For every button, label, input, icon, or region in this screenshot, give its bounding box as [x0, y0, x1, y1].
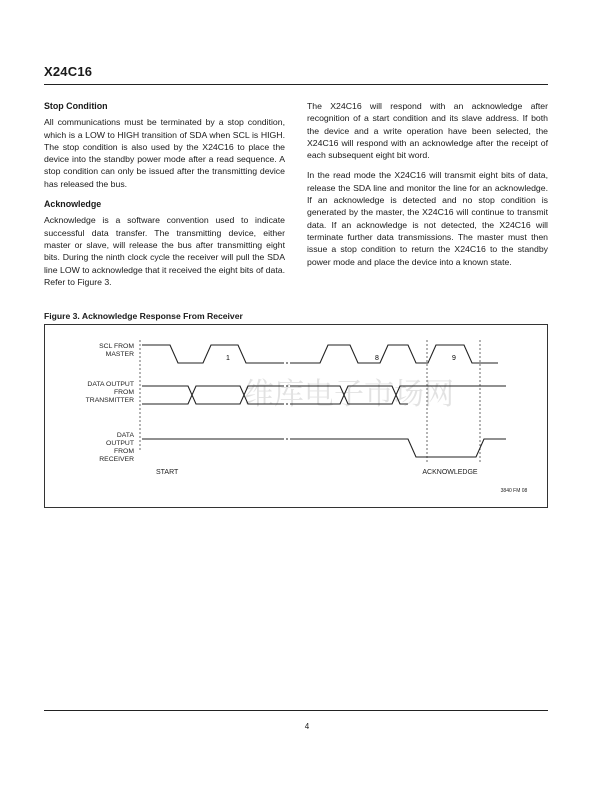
acknowledge-label: ACKNOWLEDGE: [422, 469, 478, 476]
acknowledge-paragraph: Acknowledge is a software convention used to indicate successful data transfer. The transmitting device, either master or slave, will release the bus after transmitting eight bits. During the ninth clock cycle the receiver will pull the SDA line LOW to acknowledge that it received the eight bits of data. Refer to Figure 3.: [44, 215, 285, 287]
transmitter-label-3: TRANSMITTER: [85, 397, 134, 404]
right-column: [307, 100, 548, 276]
stop-condition-heading: Stop Condition: [44, 101, 108, 111]
scl-waveform: [142, 345, 498, 363]
timing-diagram: [44, 324, 548, 508]
clock-label-9: 9: [452, 355, 456, 362]
scl-label-master: MASTER: [105, 351, 134, 358]
acknowledge-response-paragraph: The X24C16 will respond with an acknowledge after recognition of a start condition and its slave address. If both the device and a write operation have been selected, the X24C16 will respond with an acknowledge after the receipt of each subsequent eight bit word.: [307, 101, 548, 161]
transmitter-label-2: FROM: [113, 389, 134, 396]
transmitter-label-1: DATA OUTPUT: [87, 381, 134, 388]
document-title: X24C16: [44, 64, 93, 79]
receiver-label-1: DATA: [116, 432, 134, 439]
receiver-label-2: OUTPUT: [106, 440, 134, 447]
receiver-label-3: FROM: [113, 448, 134, 455]
start-label: START: [156, 469, 179, 476]
figure-code: 3840 FM 08: [500, 488, 528, 494]
footer-rule: [44, 710, 548, 711]
clock-label-8: 8: [375, 355, 379, 362]
header-rule: [44, 84, 548, 85]
stop-condition-paragraph: All communications must be terminated by a stop condition, which is a LOW to HIGH transition of SDA when SCL is HIGH. The stop condition is also used by the X24C16 to place the device into the standby power mode after a read sequence. A stop condition can only be issued after the transmitting device has released the bus.: [44, 117, 285, 189]
scl-label: SCL FROM: [99, 343, 134, 350]
watermark-text: 维库电子市场网: [244, 377, 454, 412]
left-column: [44, 100, 285, 296]
acknowledge-heading: Acknowledge: [44, 199, 102, 210]
clock-label-1: 1: [226, 355, 230, 362]
receiver-waveform: [142, 439, 506, 457]
page-number: 4: [304, 722, 310, 731]
read-mode-paragraph: In the read mode the X24C16 will transmit eight bits of data, release the SDA line and monitor the line for an acknowledge. If an acknowledge is detected and no stop condition is generated by the master, the X24C16 will continue to transmit data. If an acknowledge is not detected, the X24C16 will terminate further data transmissions. The master must then issue a stop condition to return the X24C16 to the standby power mode and place the device into a known state.: [307, 170, 548, 267]
receiver-label-4: RECEIVER: [99, 456, 134, 463]
figure-caption: Figure 3. Acknowledge Response From Receiver: [44, 311, 243, 321]
